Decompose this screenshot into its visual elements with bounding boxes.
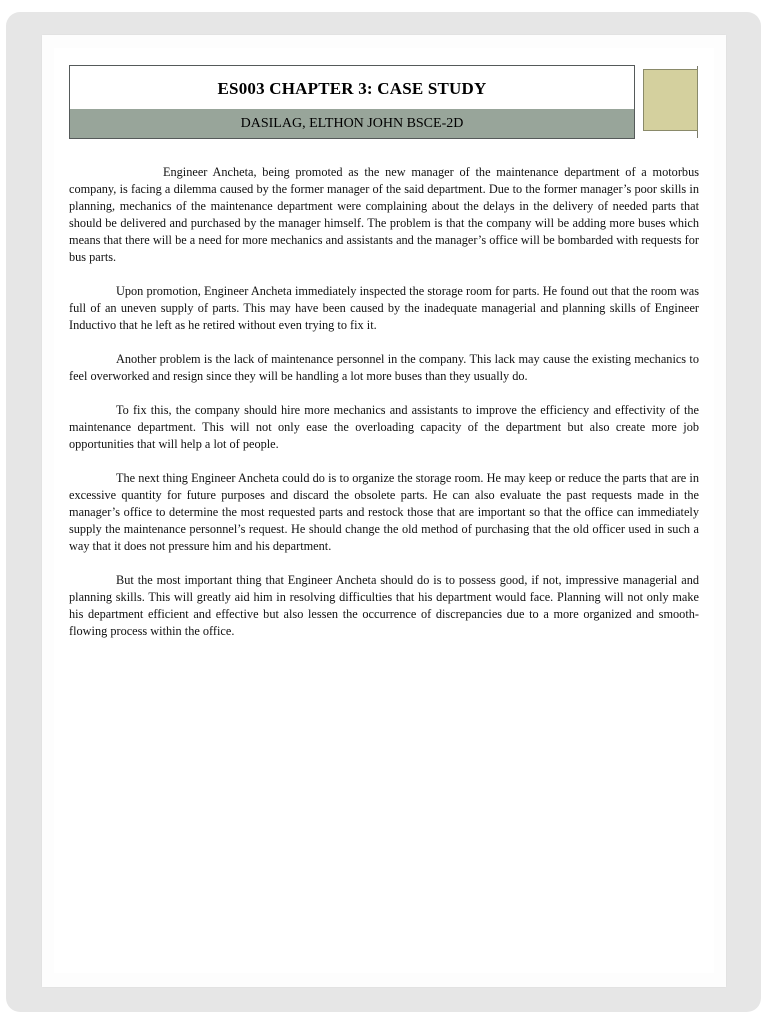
paragraph-6: But the most important thing that Engineer Ancheta should do is to possess good, if not, impressive managerial and planning skills. This will greatly aid him in resolving difficulties that his department would face. Planning will not only make his department efficient and effective but also lessen the occurrence of discrepancies due to a more organized and smooth-flowing process within the office. [69,573,699,638]
title-block [69,65,635,139]
paragraph-4: To fix this, the company should hire more mechanics and assistants to improve the efficiency and effectivity of the maintenance department. This will not only ease the overloading capacity of the department but also create more job opportunities that will help a lot of people. [69,403,699,451]
accent-square [643,69,698,131]
paragraph-2: Upon promotion, Engineer Ancheta immediately inspected the storage room for parts. He found out that the room was full of an uneven supply of parts. This may have been caused by the inadequate managerial and planning skills of Engineer Inductivo that he left as he retired without even trying to fix it. [69,284,699,332]
author-band: DASILAG, ELTHON JOHN BSCE-2D [70,109,634,138]
document-title: ES003 CHAPTER 3: CASE STUDY [217,79,487,98]
case-study-body [69,164,699,657]
paragraph-3: Another problem is the lack of maintenance personnel in the company. This lack may cause the existing mechanics to feel overworked and resign since they will be handling a lot more buses than they usually do. [69,352,699,383]
paragraph-1: Engineer Ancheta, being promoted as the new manager of the maintenance department of a motorbus company, is facing a dilemma caused by the former manager of the said department. Due to the former manager’s poor skills in planning, mechanics of the maintenance department were complaining about the delays in the delivery of needed parts that should be delivered and purchased by the manager himself. The problem is that the company will be adding more buses which means that there will be a need for more mechanics and assistants and the manager’s office will be bombarded with requests for bus parts. [69,165,699,264]
paragraph-5: The next thing Engineer Ancheta could do is to organize the storage room. He may keep or reduce the parts that are in excessive quantity for future purposes and discard the obsolete parts. He can also evaluate the past requests made in the manager’s office to determine the most requested parts and restock those that are important so that the office can immediately supply the maintenance personnel’s request. He should change the old method of purchasing that the old officer used in such a way that it does not pressure him and his department. [69,471,699,553]
